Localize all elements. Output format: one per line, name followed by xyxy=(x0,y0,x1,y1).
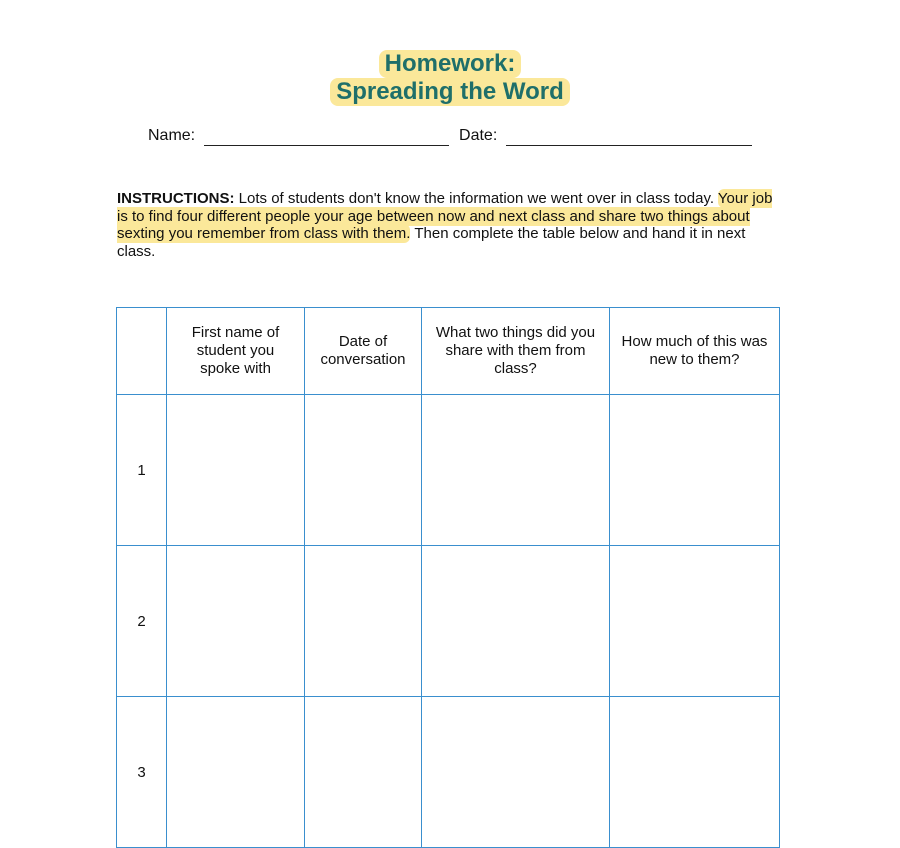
title-line-1: Homework: xyxy=(379,50,522,78)
date-blank-line[interactable] xyxy=(506,129,752,146)
two-things-cell[interactable] xyxy=(422,546,610,697)
conversation-log-table xyxy=(116,307,780,848)
how-much-new-cell[interactable] xyxy=(610,546,780,697)
table-row xyxy=(117,546,780,697)
instructions-text-1: Lots of students don't know the information we went over in class today. xyxy=(238,190,715,207)
instructions-text-2: Then complete the table below and hand it in next class. xyxy=(117,225,746,260)
header-two-things: What two things did you share with them from class? xyxy=(422,308,610,395)
instructions-highlighted-text: Your job is to find four different people your age between now and next class and share two things about sexting you remember from class with them. xyxy=(117,190,773,242)
header-date: Date of conversation xyxy=(305,308,422,395)
instructions-paragraph xyxy=(117,190,787,260)
how-much-new-cell[interactable] xyxy=(610,697,780,848)
name-blank-line[interactable] xyxy=(204,129,449,146)
header-number xyxy=(117,308,167,395)
date-label: Date: xyxy=(459,127,498,144)
header-first-name: First name of student you spoke with xyxy=(167,308,305,395)
title-line-2: Spreading the Word xyxy=(330,78,570,106)
date-cell[interactable] xyxy=(305,546,422,697)
how-much-new-cell[interactable] xyxy=(610,395,780,546)
table-row xyxy=(117,697,780,848)
instructions-label: INSTRUCTIONS: xyxy=(117,190,235,207)
two-things-cell[interactable] xyxy=(422,697,610,848)
row-number: 2 xyxy=(117,546,167,697)
row-number: 3 xyxy=(117,697,167,848)
name-label: Name: xyxy=(148,127,196,144)
first-name-cell[interactable] xyxy=(167,546,305,697)
name-date-row xyxy=(148,126,752,146)
header-how-much-new: How much of this was new to them? xyxy=(610,308,780,395)
row-number: 1 xyxy=(117,395,167,546)
worksheet-title xyxy=(0,50,900,106)
table-header-row xyxy=(117,308,780,395)
date-cell[interactable] xyxy=(305,395,422,546)
table-row xyxy=(117,395,780,546)
first-name-cell[interactable] xyxy=(167,697,305,848)
first-name-cell[interactable] xyxy=(167,395,305,546)
two-things-cell[interactable] xyxy=(422,395,610,546)
date-cell[interactable] xyxy=(305,697,422,848)
